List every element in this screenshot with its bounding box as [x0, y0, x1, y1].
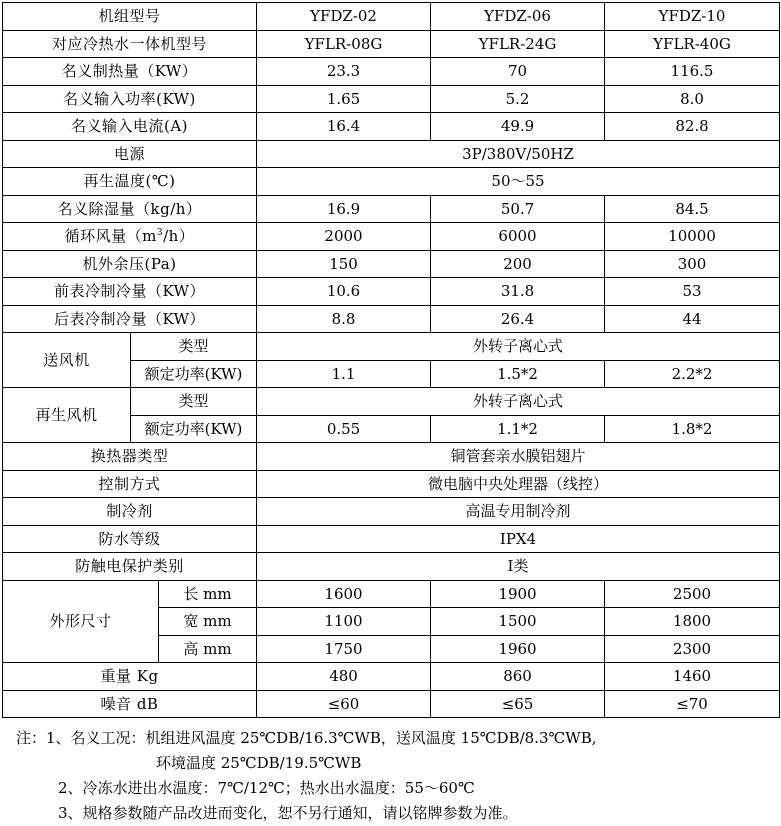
model-col-2: YFDZ-06 [431, 3, 605, 31]
cell-value: YFLR-08G [257, 30, 431, 58]
cell-value: 3P/380V/50HZ [257, 140, 780, 168]
table-row [3, 443, 780, 471]
cell-value: 116.5 [605, 58, 780, 86]
row-label: 名义除湿量（kg/h） [3, 195, 257, 223]
cell-value: 1500 [431, 608, 605, 636]
header-row [3, 3, 780, 31]
note-line-3: 3、规格参数随产品改进而变化，恕不另行通知，请以铭牌参数为准。 [58, 804, 518, 822]
label-part: 循环风量（m [64, 227, 157, 246]
cell-value: 44 [605, 305, 780, 333]
cell-value: YFLR-40G [605, 30, 780, 58]
cell-value: 1.65 [257, 85, 431, 113]
cell-value: 31.8 [431, 278, 605, 306]
cell-value: 2000 [257, 223, 431, 251]
cell-value: 1.8*2 [605, 415, 780, 443]
cell-value: 微电脑中央处理器（线控） [257, 470, 780, 498]
table-row [3, 30, 780, 58]
sub-label: 宽 mm [159, 608, 257, 636]
row-label: 前表冷制冷量（KW） [3, 278, 257, 306]
table-row [3, 388, 780, 416]
cell-value: IPX4 [257, 525, 780, 553]
table-row [3, 580, 780, 608]
row-label: 再生温度(℃) [3, 168, 257, 196]
cell-value: 53 [605, 278, 780, 306]
group-label-dimensions: 外形尺寸 [3, 580, 159, 663]
cell-value: 860 [431, 663, 605, 691]
header-label: 机组型号 [3, 3, 257, 31]
table-row [3, 553, 780, 581]
sub-label: 高 mm [159, 635, 257, 663]
row-label: 名义输入电流(A) [3, 113, 257, 141]
cell-value: 1750 [257, 635, 431, 663]
note-line-2: 2、冷冻水进出水温度：7℃/12℃；热水出水温度：55～60℃ [58, 779, 475, 797]
cell-value: 150 [257, 250, 431, 278]
row-label: 后表冷制冷量（KW） [3, 305, 257, 333]
table-row [3, 113, 780, 141]
cell-value: 82.8 [605, 113, 780, 141]
cell-value: 26.4 [431, 305, 605, 333]
table-row [3, 195, 780, 223]
row-label: 控制方式 [3, 470, 257, 498]
row-label: 机外余压(Pa) [3, 250, 257, 278]
table-row [3, 278, 780, 306]
row-label: 换热器类型 [3, 443, 257, 471]
table-row [3, 333, 780, 361]
label-part: /h） [163, 227, 195, 246]
cell-value: 2.2*2 [605, 360, 780, 388]
row-label: 名义制热量（KW） [3, 58, 257, 86]
cell-value: 1.5*2 [431, 360, 605, 388]
table-row [3, 470, 780, 498]
row-label: 对应冷热水一体机型号 [3, 30, 257, 58]
row-label: 制冷剂 [3, 498, 257, 526]
cell-value: 0.55 [257, 415, 431, 443]
cell-value: 50～55 [257, 168, 780, 196]
row-label: 防水等级 [3, 525, 257, 553]
note-line-1: 注：1、名义工况：机组进风温度 25℃DB/16.3℃WB，送风温度 15℃DB/8.3℃WB, [16, 729, 597, 747]
note-line-1-continued: 环境温度 25℃DB/19.5℃WB [156, 754, 362, 772]
cell-value: 1900 [431, 580, 605, 608]
group-label-supply-fan: 送风机 [3, 333, 131, 388]
cell-value: 8.0 [605, 85, 780, 113]
table-row [3, 85, 780, 113]
cell-value: 1.1*2 [431, 415, 605, 443]
cell-value: 16.4 [257, 113, 431, 141]
cell-value: 高温专用制冷剂 [257, 498, 780, 526]
cell-value: 16.9 [257, 195, 431, 223]
group-label-regen-fan: 再生风机 [3, 388, 131, 443]
cell-value: 外转子离心式 [257, 388, 780, 416]
cell-value: ≤70 [605, 690, 780, 718]
cell-value: ≤65 [431, 690, 605, 718]
cell-value: 50.7 [431, 195, 605, 223]
cell-value: 1460 [605, 663, 780, 691]
sub-label: 额定功率(KW) [131, 415, 257, 443]
cell-value: 70 [431, 58, 605, 86]
table-row [3, 663, 780, 691]
cell-value: 49.9 [431, 113, 605, 141]
cell-value: 1800 [605, 608, 780, 636]
cell-value: YFLR-24G [431, 30, 605, 58]
row-label: 名义输入功率(KW) [3, 85, 257, 113]
cell-value: 1.1 [257, 360, 431, 388]
table-row [3, 690, 780, 718]
table-row [3, 140, 780, 168]
label-superscript: 3 [156, 228, 164, 239]
table-row [3, 250, 780, 278]
cell-value: 2500 [605, 580, 780, 608]
sub-label: 类型 [131, 333, 257, 361]
table-row [3, 223, 780, 251]
row-label: 重量 Kg [3, 663, 257, 691]
table-row [3, 58, 780, 86]
model-col-3: YFDZ-10 [605, 3, 780, 31]
model-col-1: YFDZ-02 [257, 3, 431, 31]
table-row [3, 168, 780, 196]
cell-value: 10000 [605, 223, 780, 251]
cell-value: 1600 [257, 580, 431, 608]
notes-section [16, 726, 776, 826]
row-label: 电源 [3, 140, 257, 168]
row-label [3, 223, 257, 251]
sub-label: 类型 [131, 388, 257, 416]
cell-value: 23.3 [257, 58, 431, 86]
table-row [3, 498, 780, 526]
cell-value: 300 [605, 250, 780, 278]
cell-value: 84.5 [605, 195, 780, 223]
cell-value: 6000 [431, 223, 605, 251]
cell-value: 5.2 [431, 85, 605, 113]
row-label: 防触电保护类别 [3, 553, 257, 581]
cell-value: Ⅰ类 [257, 553, 780, 581]
cell-value: 铜管套亲水膜铝翅片 [257, 443, 780, 471]
sub-label: 额定功率(KW) [131, 360, 257, 388]
cell-value: 200 [431, 250, 605, 278]
cell-value: 2300 [605, 635, 780, 663]
cell-value: 1100 [257, 608, 431, 636]
table-row [3, 525, 780, 553]
table-row [3, 305, 780, 333]
cell-value: 8.8 [257, 305, 431, 333]
sub-label: 长 mm [159, 580, 257, 608]
spec-table [2, 2, 780, 718]
cell-value: 480 [257, 663, 431, 691]
cell-value: 外转子离心式 [257, 333, 780, 361]
row-label: 噪音 dB [3, 690, 257, 718]
cell-value: 1960 [431, 635, 605, 663]
cell-value: 10.6 [257, 278, 431, 306]
cell-value: ≤60 [257, 690, 431, 718]
